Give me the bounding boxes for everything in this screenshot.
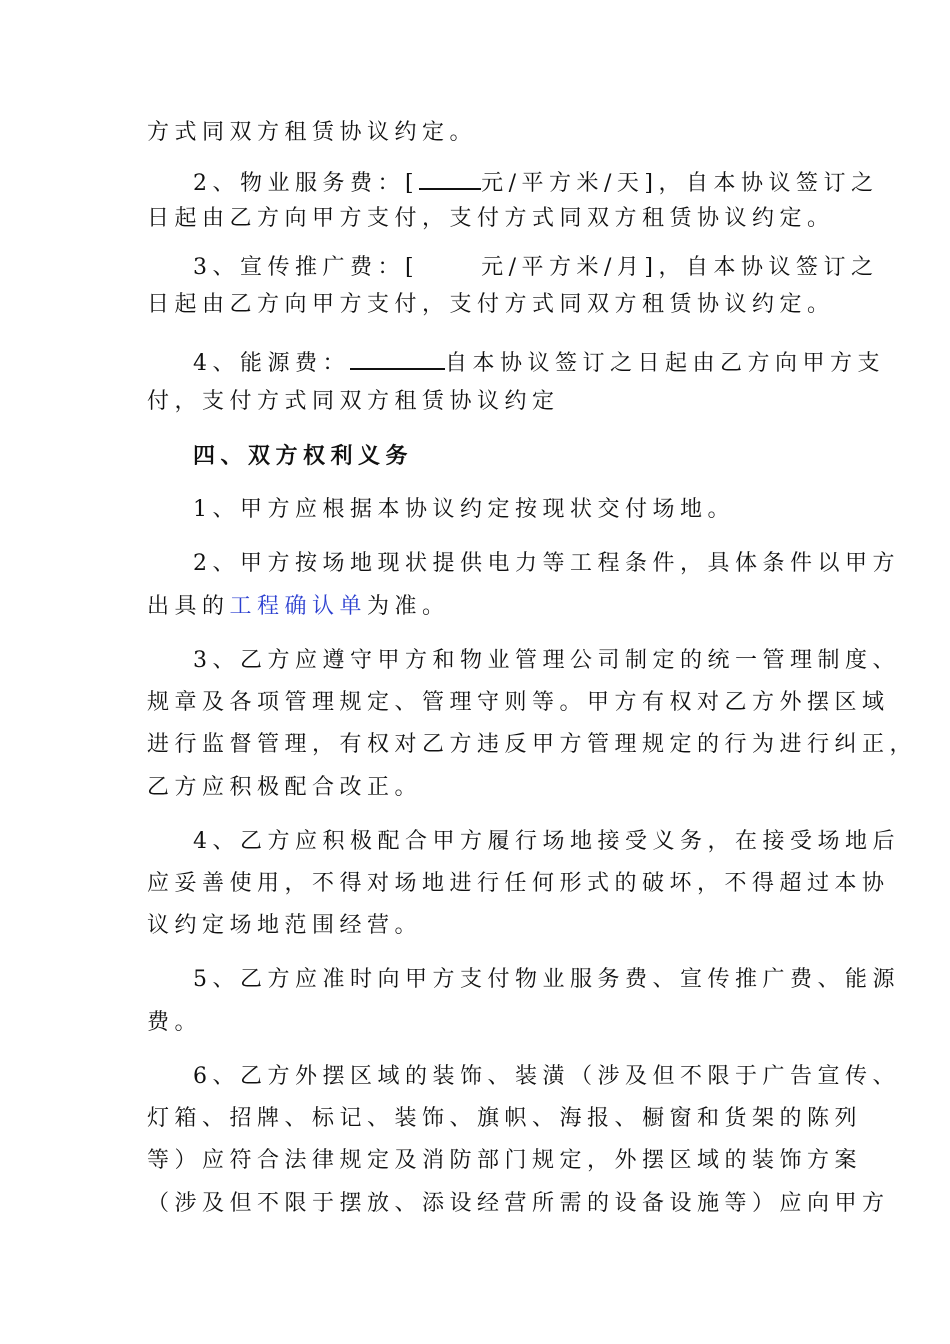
text-line — [193, 831, 900, 853]
empty-space — [419, 254, 481, 274]
line-text: 出具的 — [147, 594, 230, 619]
line-text: 等）应符合法律规定及消防部门规定，外摆区域的装饰方案 — [147, 1148, 863, 1173]
text-line-promotion-fee — [193, 254, 879, 279]
text-line — [147, 208, 835, 230]
line-text: 规章及各项管理规定、管理守则等。甲方有权对乙方外摆区域 — [147, 690, 890, 715]
line-text: 4、能源费： — [193, 351, 350, 376]
text-line — [147, 777, 422, 799]
text-line — [193, 499, 735, 521]
line-text: 日起由乙方向甲方支付，支付方式同双方租赁协议约定。 — [147, 292, 835, 317]
line-text: 进行监督管理，有权对乙方违反甲方管理规定的行为进行纠正， — [147, 732, 918, 757]
text-line — [193, 969, 900, 991]
line-text: 费。 — [147, 1010, 203, 1035]
line-text: 3、宣传推广费：[ — [193, 255, 420, 280]
text-line — [147, 1108, 862, 1130]
line-text: 元/平方米/月]，自本协议签订之 — [481, 255, 879, 280]
line-text: （涉及但不限于摆放、添设经营所需的设备设施等）应向甲方 — [147, 1191, 890, 1216]
line-text: 4、乙方应积极配合甲方履行场地接受义务，在接受场地后 — [193, 829, 900, 854]
line-text: 付，支付方式同双方租赁协议约定 — [147, 389, 560, 414]
line-text: 2、物业服务费：[ — [193, 171, 420, 196]
line-text: 3、乙方应遵守甲方和物业管理公司制定的统一管理制度、 — [193, 648, 900, 673]
text-line-energy-fee — [193, 348, 885, 375]
line-text: 方式同双方租赁协议约定。 — [147, 120, 478, 145]
text-line — [147, 734, 917, 756]
text-line — [193, 553, 900, 575]
text-line — [147, 1012, 202, 1034]
line-text: 灯箱、招牌、标记、装饰、旗帜、海报、橱窗和货架的陈列 — [147, 1106, 863, 1131]
engineering-confirmation-link[interactable]: 工程确认单 — [229, 594, 368, 619]
line-text: 为准。 — [367, 594, 450, 619]
line-text: 6、乙方外摆区域的装饰、装潢（涉及但不限于广告宣传、 — [193, 1064, 900, 1089]
fill-in-blank — [419, 168, 481, 190]
line-text: 5、乙方应准时向甲方支付物业服务费、宣传推广费、能源 — [193, 967, 900, 992]
heading-text: 四、双方权利义务 — [193, 443, 414, 469]
text-line — [147, 294, 835, 316]
text-line — [147, 1193, 890, 1215]
text-line — [193, 650, 900, 672]
line-text: 2、甲方按场地现状提供电力等工程条件，具体条件以甲方 — [193, 551, 900, 576]
text-line — [147, 1150, 862, 1172]
line-text: 1、甲方应根据本协议约定按现状交付场地。 — [193, 497, 735, 522]
line-text: 自本协议签订之日起由乙方向甲方支 — [445, 351, 886, 376]
line-text: 元/平方米/天]，自本协议签订之 — [481, 171, 879, 196]
text-line — [147, 391, 560, 413]
line-text: 应妥善使用，不得对场地进行任何形式的破坏，不得超过本协 — [147, 871, 890, 896]
text-line — [147, 915, 422, 937]
text-line — [147, 596, 450, 618]
line-text: 议约定场地范围经营。 — [147, 913, 423, 938]
text-line — [147, 122, 477, 144]
line-text: 乙方应积极配合改正。 — [147, 775, 423, 800]
fill-in-blank — [350, 348, 445, 370]
text-line — [147, 873, 890, 895]
text-line — [147, 692, 890, 714]
text-line-property-fee — [193, 168, 879, 195]
line-text: 日起由乙方向甲方支付，支付方式同双方租赁协议约定。 — [147, 206, 835, 231]
section-heading — [193, 445, 413, 467]
text-line — [193, 1066, 900, 1088]
